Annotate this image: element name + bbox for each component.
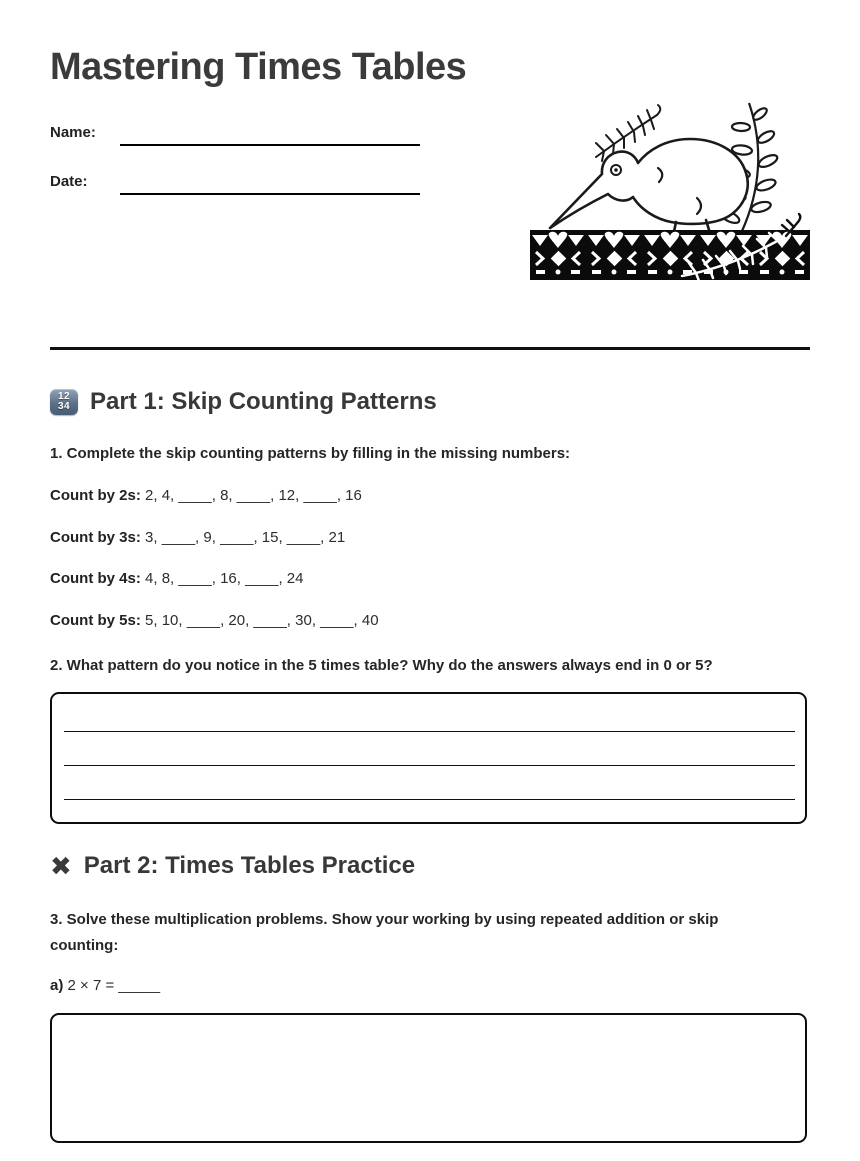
count-by-4s-label: Count by 4s: xyxy=(50,570,141,587)
name-label: Name: xyxy=(50,124,96,141)
part2-heading xyxy=(50,852,415,880)
date-label: Date: xyxy=(50,173,88,190)
numbers-icon-top: 12 xyxy=(57,391,71,402)
count-by-3s-sequence: 3, ____, 9, ____, 15, ____, 21 xyxy=(145,529,346,546)
count-by-4s-row xyxy=(50,570,303,587)
count-by-2s-sequence: 2, 4, ____, 8, ____, 12, ____, 16 xyxy=(145,487,362,504)
multiplication-x-icon: ✖ xyxy=(50,851,72,881)
answer-write-line xyxy=(64,765,795,766)
name-field-row xyxy=(50,118,420,146)
question-2-answer-box xyxy=(50,692,807,824)
problem-a-working-box xyxy=(50,1013,807,1143)
count-by-3s-row xyxy=(50,529,345,546)
answer-write-line xyxy=(64,731,795,732)
count-by-5s-sequence: 5, 10, ____, 20, ____, 30, ____, 40 xyxy=(145,612,379,629)
section-divider xyxy=(50,347,810,350)
count-by-3s-label: Count by 3s: xyxy=(50,529,141,546)
count-by-5s-label: Count by 5s: xyxy=(50,612,141,629)
part1-heading-text: Part 1: Skip Counting Patterns xyxy=(90,388,437,415)
maori-border-band xyxy=(530,214,810,280)
question-2: 2. What pattern do you notice in the 5 times table? Why do the answers always end in 0 or 5? xyxy=(50,657,713,674)
part1-heading xyxy=(50,388,437,416)
date-write-line xyxy=(120,167,420,195)
name-write-line xyxy=(120,118,420,146)
numbers-icon-bottom: 34 xyxy=(57,401,71,412)
count-by-2s-row xyxy=(50,487,362,504)
numbers-1234-icon xyxy=(50,389,78,415)
problem-a-row xyxy=(50,977,160,994)
count-by-5s-row xyxy=(50,612,379,629)
kiwi-illustration xyxy=(530,95,810,280)
count-by-2s-label: Count by 2s: xyxy=(50,487,141,504)
question-3: 3. Solve these multiplication problems. Show your working by using repeated addition or skip counting: xyxy=(50,911,719,954)
part2-heading-text: Part 2: Times Tables Practice xyxy=(83,852,416,879)
date-field-row xyxy=(50,167,420,195)
problem-a-label: a) xyxy=(50,977,64,994)
problem-a-expression: 2 × 7 = _____ xyxy=(67,977,161,994)
page-title: Mastering Times Tables xyxy=(50,46,467,88)
question-1: 1. Complete the skip counting patterns by filling in the missing numbers: xyxy=(50,445,571,462)
count-by-4s-sequence: 4, 8, ____, 16, ____, 24 xyxy=(145,570,304,587)
answer-write-line xyxy=(64,799,795,800)
